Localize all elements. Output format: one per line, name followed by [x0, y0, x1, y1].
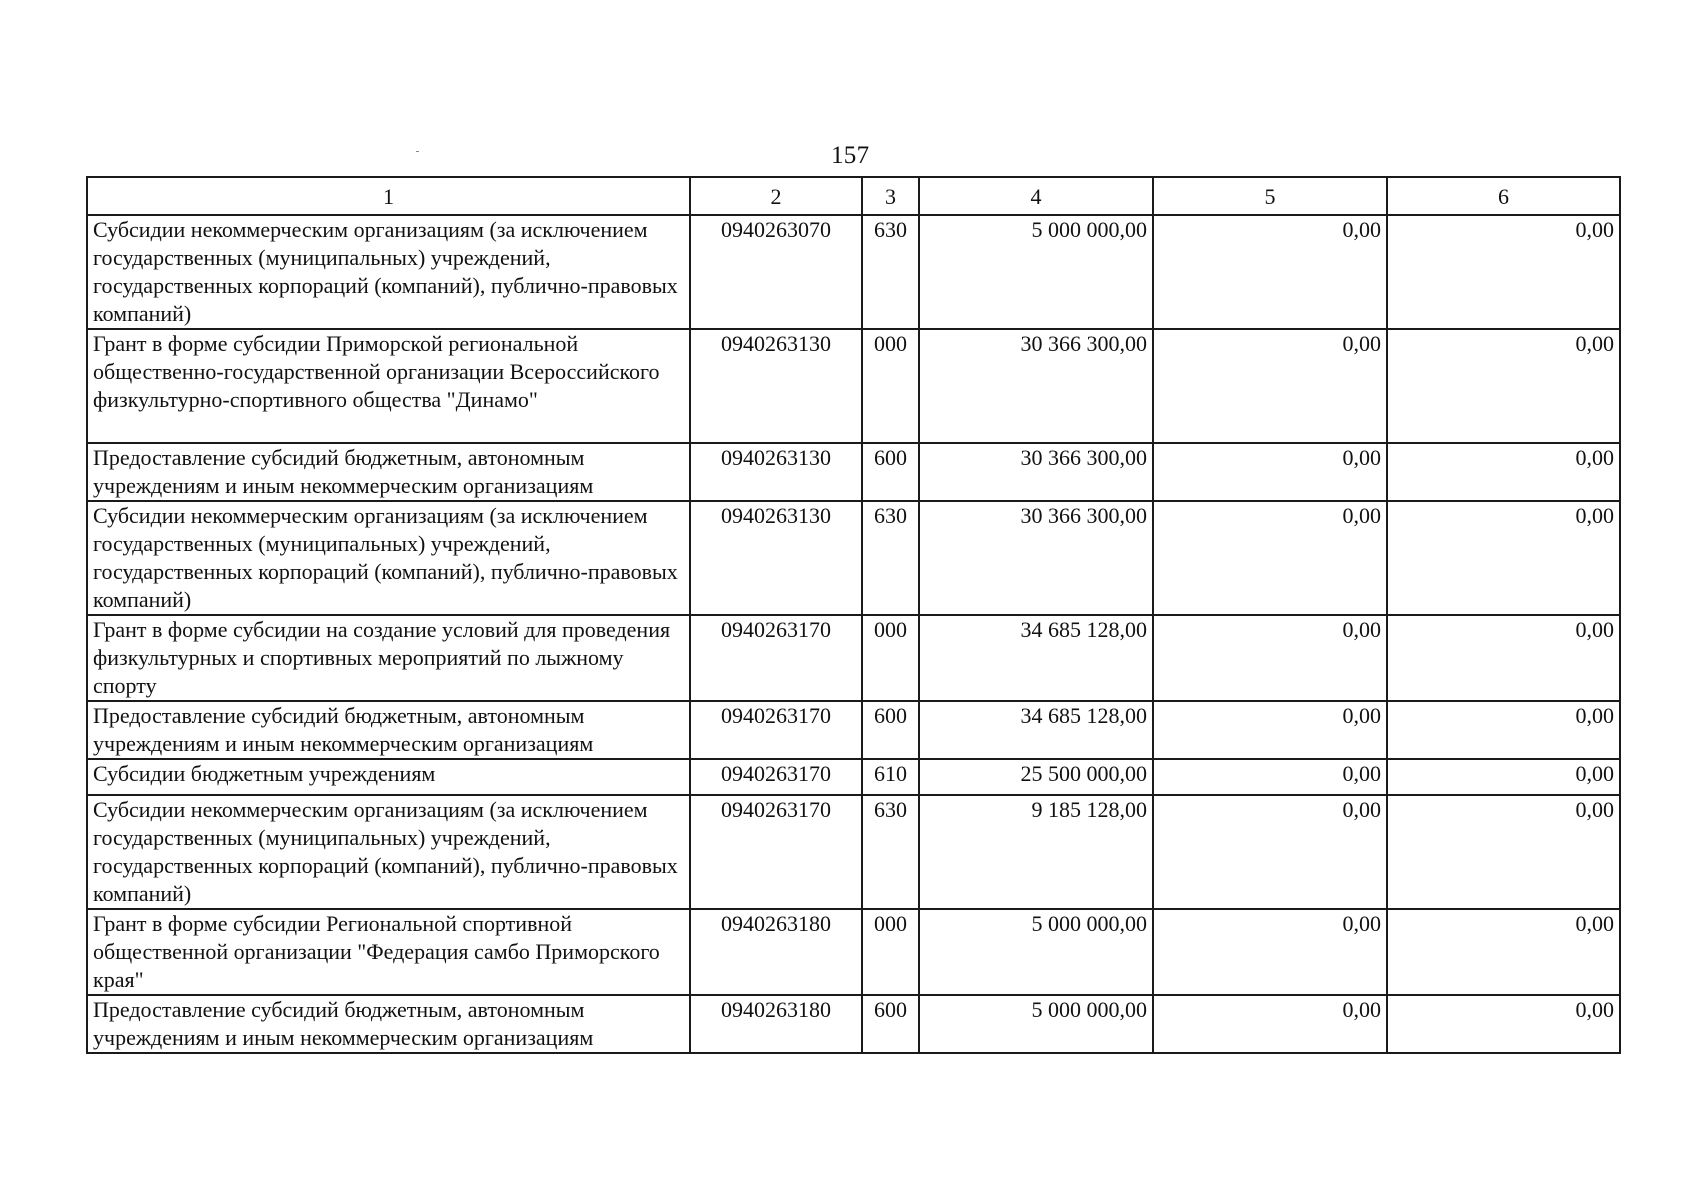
- row-amount-3: 0,00: [1387, 215, 1620, 329]
- row-amount-1: 5 000 000,00: [919, 215, 1153, 329]
- row-amount-3: 0,00: [1387, 701, 1620, 759]
- row-name: Субсидии некоммерческим организациям (за исключением государственных (муниципальных) учреждений, государственных корпораций (компаний), публично-правовых компаний): [87, 215, 690, 329]
- row-target-code: 0940263070: [690, 215, 862, 329]
- column-header-name: 1: [87, 177, 690, 215]
- table-header-row: [87, 177, 1620, 215]
- row-amount-3: 0,00: [1387, 443, 1620, 501]
- column-header-amount-3: 6: [1387, 177, 1620, 215]
- row-target-code: 0940263170: [690, 795, 862, 909]
- row-target-code: 0940263170: [690, 759, 862, 795]
- row-amount-2: 0,00: [1153, 443, 1387, 501]
- row-amount-2: 0,00: [1153, 759, 1387, 795]
- budget-table: [86, 176, 1621, 1054]
- table-row: [87, 443, 1620, 501]
- row-target-code: 0940263130: [690, 329, 862, 443]
- row-expense-type: 630: [862, 501, 919, 615]
- column-header-amount-2: 5: [1153, 177, 1387, 215]
- row-amount-3: 0,00: [1387, 329, 1620, 443]
- page-number: 157: [831, 142, 870, 169]
- row-name: Субсидии бюджетным учреждениям: [87, 759, 690, 795]
- row-amount-1: 9 185 128,00: [919, 795, 1153, 909]
- row-expense-type: 630: [862, 215, 919, 329]
- row-target-code: 0940263180: [690, 995, 862, 1053]
- table-row: [87, 615, 1620, 701]
- row-target-code: 0940263130: [690, 501, 862, 615]
- row-expense-type: 630: [862, 795, 919, 909]
- row-amount-1: 30 366 300,00: [919, 329, 1153, 443]
- table-row: [87, 995, 1620, 1053]
- table-row: [87, 501, 1620, 615]
- row-amount-1: 25 500 000,00: [919, 759, 1153, 795]
- row-name: Субсидии некоммерческим организациям (за исключением государственных (муниципальных) учреждений, государственных корпораций (компаний), публично-правовых компаний): [87, 501, 690, 615]
- row-amount-2: 0,00: [1153, 329, 1387, 443]
- row-amount-2: 0,00: [1153, 701, 1387, 759]
- row-name: Грант в форме субсидии Приморской региональной общественно-государственной организации Всероссийского физкультурно-спортивного общества "Динамо": [87, 329, 690, 443]
- row-amount-2: 0,00: [1153, 501, 1387, 615]
- row-target-code: 0940263170: [690, 701, 862, 759]
- row-amount-3: 0,00: [1387, 909, 1620, 995]
- table-row: [87, 215, 1620, 329]
- row-target-code: 0940263130: [690, 443, 862, 501]
- row-amount-1: 34 685 128,00: [919, 615, 1153, 701]
- row-expense-type: 000: [862, 909, 919, 995]
- row-name: Грант в форме субсидии на создание условий для проведения физкультурных и спортивных мероприятий по лыжному спорту: [87, 615, 690, 701]
- table-row: [87, 701, 1620, 759]
- scan-speck: [416, 151, 419, 152]
- row-target-code: 0940263170: [690, 615, 862, 701]
- row-amount-3: 0,00: [1387, 795, 1620, 909]
- row-amount-1: 30 366 300,00: [919, 501, 1153, 615]
- row-amount-3: 0,00: [1387, 759, 1620, 795]
- row-amount-1: 34 685 128,00: [919, 701, 1153, 759]
- row-expense-type: 610: [862, 759, 919, 795]
- row-amount-2: 0,00: [1153, 615, 1387, 701]
- column-header-code: 2: [690, 177, 862, 215]
- table-row: [87, 909, 1620, 995]
- table-row: [87, 759, 1620, 795]
- row-amount-2: 0,00: [1153, 995, 1387, 1053]
- row-amount-3: 0,00: [1387, 995, 1620, 1053]
- row-amount-2: 0,00: [1153, 909, 1387, 995]
- row-amount-2: 0,00: [1153, 795, 1387, 909]
- row-name: Грант в форме субсидии Региональной спортивной общественной организации "Федерация самбо Приморского края": [87, 909, 690, 995]
- row-amount-3: 0,00: [1387, 501, 1620, 615]
- row-name: Предоставление субсидий бюджетным, автономным учреждениям и иным некоммерческим организациям: [87, 443, 690, 501]
- row-amount-2: 0,00: [1153, 215, 1387, 329]
- row-expense-type: 600: [862, 995, 919, 1053]
- row-expense-type: 000: [862, 615, 919, 701]
- table-row: [87, 329, 1620, 443]
- row-expense-type: 600: [862, 443, 919, 501]
- row-target-code: 0940263180: [690, 909, 862, 995]
- row-amount-3: 0,00: [1387, 615, 1620, 701]
- table-row: [87, 795, 1620, 909]
- column-header-expense-type: 3: [862, 177, 919, 215]
- column-header-amount-1: 4: [919, 177, 1153, 215]
- row-amount-1: 5 000 000,00: [919, 909, 1153, 995]
- row-name: Субсидии некоммерческим организациям (за исключением государственных (муниципальных) учреждений, государственных корпораций (компаний), публично-правовых компаний): [87, 795, 690, 909]
- row-amount-1: 30 366 300,00: [919, 443, 1153, 501]
- row-expense-type: 000: [862, 329, 919, 443]
- row-amount-1: 5 000 000,00: [919, 995, 1153, 1053]
- row-name: Предоставление субсидий бюджетным, автономным учреждениям и иным некоммерческим организациям: [87, 701, 690, 759]
- row-expense-type: 600: [862, 701, 919, 759]
- row-name: Предоставление субсидий бюджетным, автономным учреждениям и иным некоммерческим организациям: [87, 995, 690, 1053]
